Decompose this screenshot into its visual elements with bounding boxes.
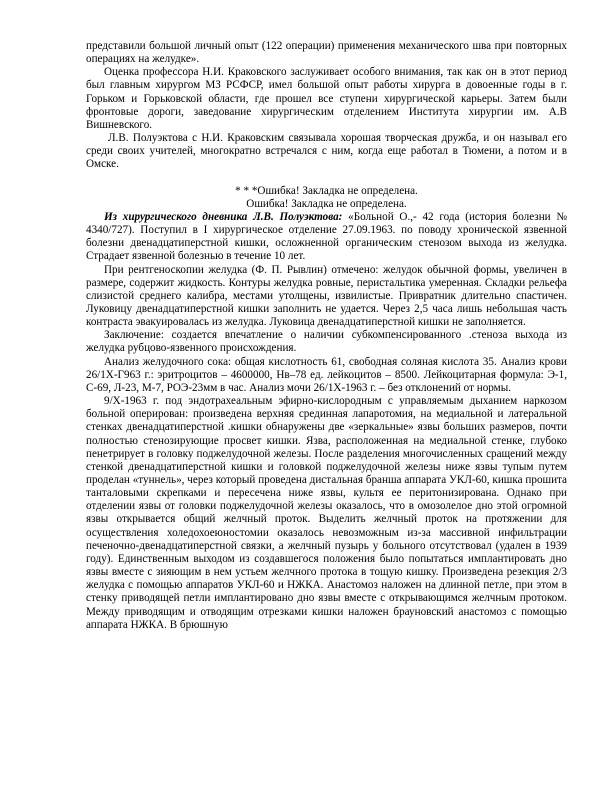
paragraph-friendship: Л.В. Полуэктова с Н.И. Краковским связывала хорошая творческая дружба, и он называл его среди своих учителей, многократно встречался с ним, когда еще работал в Тюмени, а потом и в Омске. bbox=[86, 132, 567, 171]
paragraph-xray: При рентгеноскопии желудка (Ф. П. Рывлин) отмечено: желудок обычной формы, увеличен в размере, содержит жидкость. Контуры желудка ровные, перистальтика умеренная. Складки рельефа слизистой среднего калибра, местами утолщены, извилистые. Привратник длительно спастичен. Луковицу двенадцатиперстной кишки заполнить не удается. Через 2,5 часа лишь небольшая часть контраста эвакуировалась из желудка. Луковица двенадцатиперстной кишки не заполняется. bbox=[86, 263, 567, 329]
paragraph-diary-entry bbox=[86, 211, 567, 264]
diary-text: «Больной О.,- 42 года (история болезни № 4340/727). Поступил в I хирургическое отделение 27.09.1963. по поводу хронической язвенной болезни двенадцатиперстной кишки, осложненной органическим стенозом выхода из желудка. Страдает язвенной болезнью в течение 10 лет. bbox=[86, 210, 567, 263]
separator-error-2: Ошибка! Закладка не определена. bbox=[246, 197, 407, 210]
separator-error-1: * * *Ошибка! Закладка не определена. bbox=[235, 184, 418, 197]
paragraph-krakovsky-assessment: Оценка профессора Н.И. Краковского заслуживает особого внимания, так как он в этот период был главным хирургом МЗ РСФСР, имел большой опыт работы хирурга в довоенные годы в г. Горьком и Горьковской области, где прошел все ступени хирургической карьеры. Затем были фронтовые дороги, заведование хирургическим отделением Института хирургии им. А.В Вишневского. bbox=[86, 66, 567, 131]
paragraph-operation: 9/Х-1963 г. под эндотрахеальным эфирно-кислородным с управляемым дыханием наркозом больной оперирован: произведена верхняя срединная лапаротомия, на медиальной и латеральной стенках двенадцатиперстной .кишки обнаружены две «зеркальные» язвы больших размеров, почти полностью стенозирующие просвет кишки. Язва, расположенная на медиальной стенке, глубоко пенетрирует в головку поджелудочной железы. После разделения многочисленных сращений между стенкой двенадцатиперстной кишки и головкой поджелудочной железы ниже язвы тупым путем проделан «туннель», через который проведена дистальная бранша аппарата УКЛ-60, кишка прошита танталовыми скрепками и пересечена ниже язвы, культя ее перитонизирована. Однако при отделении язвы от головки поджелудочной железы оказалось, что в омозолелое дно этой огромной язвы открывается общий желчный проток. Выделить желчный проток на протяжении для осуществления холедохоеюностомии оказалось невозможным из-за массивной инфильтрации печеночно-двенадцатиперстной связки, а желчный пузырь у больного отсутствовал (удален в 1939 году). Единственным выходом из создавшегося положения было попытаться имплантировать дно язвы вместе с зияющим в нем устьем желчного протока в тощую кишку. Произведена резекция 2/3 желудка с помощью аппаратов УКЛ-60 и НЖКА. Анастомоз наложен на длинной петле, при этом в стенку приводящей петли имплантировано дно язвы вместе с открывающимся желчным протоком. Между приводящим и отводящим отрезками кишки наложен брауновский анастомоз с помощью аппарата НЖКА. В брюшную bbox=[86, 395, 567, 631]
paragraph-conclusion: Заключение: создается впечатление о наличии субкомпенсированного .стеноза выхода из желудка рубцово-язвенного происхождения. bbox=[86, 329, 567, 355]
paragraph-1: представили большой личный опыт (122 операции) применения механического шва при повторных операциях на желудке». bbox=[86, 40, 567, 66]
diary-heading: Из хирургического дневника Л.В. Полуэктова: bbox=[104, 210, 343, 223]
paragraph-lab-analysis: Анализ желудочного сока: общая кислотность 61, свободная соляная кислота 35. Анализ крови 26/1Х-Г963 г.: эритроцитов – 4600000, Нв–78 ед. лейкоцитов – 8500. Лейкоцитарная формула: Э-1, С-69, Л-23, М-7, РОЭ-23мм в час. Анализ мочи 26/1Х-1963 г. – без отклонений от нормы. bbox=[86, 355, 567, 394]
